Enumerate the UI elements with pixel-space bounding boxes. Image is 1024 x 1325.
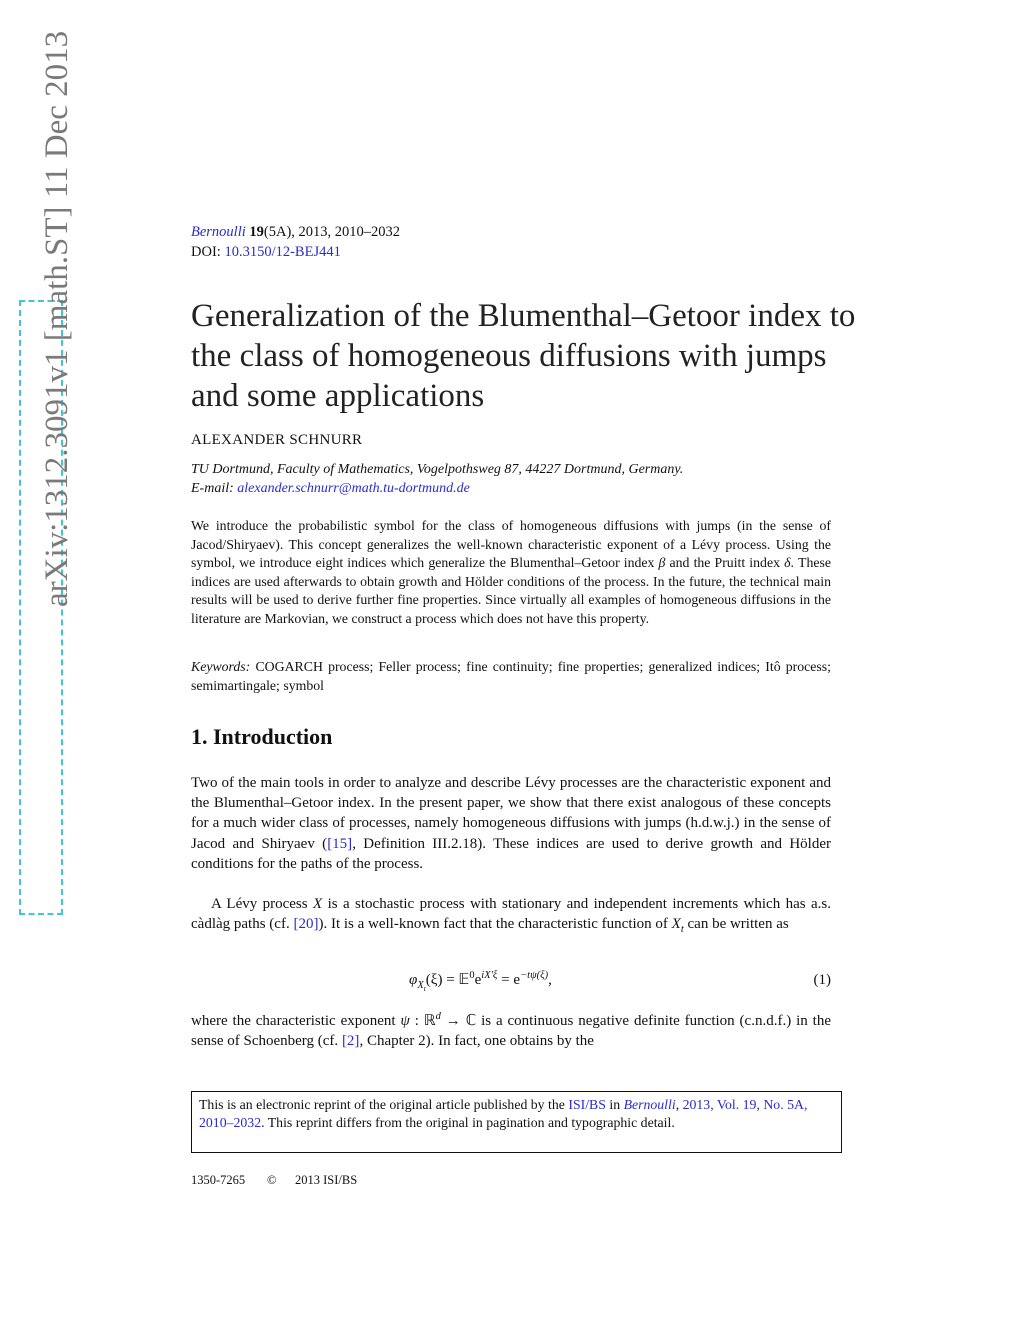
journal-citation [191, 224, 400, 241]
paragraph-text: where the characteristic exponent [191, 1013, 401, 1029]
paragraph-text: A Lévy process [211, 896, 314, 912]
equation-body [409, 970, 552, 994]
abstract-text: and the Pruitt index [665, 555, 785, 570]
psi-symbol: ψ [400, 1013, 410, 1029]
math-text: : ℝ [409, 1013, 436, 1029]
keywords-label: Keywords: [191, 659, 251, 674]
phi-symbol: φ [409, 972, 418, 988]
doi-line [191, 244, 341, 261]
math-subscript: t [423, 984, 426, 994]
delta-symbol: δ [784, 555, 791, 570]
math-superscript: iX′ξ [481, 970, 498, 981]
paper-title: Generalization of the Blumenthal–Getoor index to the class of homogeneous diffusions with jumps and some applications [191, 298, 856, 414]
paragraph-text: can be written as [683, 916, 789, 933]
abstract [191, 517, 831, 628]
citation-link-2[interactable]: [2] [341, 1033, 360, 1050]
math-superscript: d [435, 1011, 441, 1022]
math-text: (ξ) = [425, 972, 459, 988]
journal-issue-pages: (5A), 2013, 2010–2032 [263, 224, 401, 240]
intro-paragraph-1 [191, 773, 831, 874]
math-text: , [548, 972, 552, 988]
notice-text: in [605, 1097, 624, 1112]
footer-issn: 1350-7265 [191, 1173, 246, 1187]
paragraph-text: , Chapter 2). In fact, one obtains by the [359, 1033, 594, 1050]
math-symbol: X [671, 916, 681, 933]
math-symbol: X [313, 896, 323, 912]
journal-volume: 19 [249, 224, 264, 240]
exp-symbol: e [513, 972, 521, 988]
doi-label: DOI: [191, 244, 221, 260]
notice-text: This is an electronic reprint of the original article published by the [199, 1097, 569, 1112]
citation-link-20[interactable]: [20] [293, 916, 319, 933]
copyright-icon: © [267, 1173, 277, 1187]
paragraph-text: is a stochastic process with stationary and independent increments which has a.s. càdlàg paths (cf. [191, 896, 832, 933]
beta-symbol: β [658, 555, 666, 570]
abstract-text: We introduce the probabilistic symbol for the class of homogeneous diffusions with jumps (in the sense of Jacod/Shiryaev). This concept generalizes the well-known characteristic exponent of a Lévy process. Using the symbol, we introduce eight indices which generalize the Blumenthal–Getoor index [191, 518, 831, 570]
math-subscript: t [680, 924, 684, 936]
intro-paragraph-3 [191, 1011, 831, 1051]
math-superscript: −tψ(ξ) [520, 970, 549, 981]
author-email-line [191, 481, 470, 497]
email-label: E-mail: [191, 481, 234, 496]
equation-number: (1) [813, 972, 831, 988]
equation-1 [191, 970, 831, 996]
doi-link[interactable]: 10.3150/12-BEJ441 [224, 244, 341, 260]
math-superscript: 0 [469, 970, 475, 981]
email-link[interactable]: alexander.schnurr@math.tu-dortmund.de [237, 481, 470, 496]
keywords-text: COGARCH process; Feller process; fine continuity; fine properties; generalized indices; Itô process; semimartingale; symbol [191, 659, 831, 693]
arxiv-identifier: arXiv:1312.3091v1 [math.ST] 11 Dec 2013 [39, 30, 75, 607]
abstract-text: . These indices are used afterwards to obtain growth and Hölder conditions of the process. In the future, the technical main results will be used to derive further fine properties. Since virtually all examples of homogeneous diffusions in the literature are Markovian, we construct a process which does not have this property. [191, 555, 832, 626]
notice-text: . This reprint differs from the original in pagination and typographic detail. [261, 1115, 675, 1131]
math-text: = [497, 972, 514, 988]
citation-link-15[interactable]: [15] [327, 835, 353, 852]
journal-link[interactable]: Bernoulli [623, 1097, 676, 1112]
reprint-notice [191, 1091, 842, 1153]
math-subscript: X [417, 980, 424, 991]
paragraph-text: Two of the main tools in order to analyze and describe Lévy processes are the characteristic exponent and the Blumenthal–Getoor index. In the present paper, we show that there exist analogous of these concepts for a much wider class of processes, namely homogeneous diffusions with jumps (h.d.w.j.) in the sense of Jacod and Shiryaev ( [191, 775, 831, 852]
exp-symbol: e [474, 972, 482, 988]
paragraph-text: → ℂ is a continuous negative definite function (c.n.d.f.) in the sense of Schoenberg (cf. [191, 1013, 831, 1050]
intro-paragraph-2 [191, 894, 831, 934]
volume-link[interactable]: 2013, Vol. 19, No. 5A, 2010–2032 [199, 1097, 808, 1131]
journal-name-link[interactable]: Bernoulli [191, 224, 246, 240]
author-affiliation: TU Dortmund, Faculty of Mathematics, Vogelpothsweg 87, 44227 Dortmund, Germany. [191, 462, 684, 477]
expectation-symbol: 𝔼 [458, 972, 470, 988]
notice-text: , [675, 1097, 683, 1112]
keywords [191, 658, 831, 695]
footer-publisher: 2013 ISI/BS [295, 1173, 358, 1187]
section-heading: 1. Introduction [191, 724, 333, 749]
isi-bs-link[interactable]: ISI/BS [568, 1097, 606, 1112]
author-name: ALEXANDER SCHNURR [191, 432, 363, 448]
paragraph-text: , Definition III.2.18). These indices are used to derive growth and Hölder conditions for the paths of the process. [191, 835, 831, 872]
paragraph-text: ). It is a well-known fact that the characteristic function of [318, 916, 672, 933]
